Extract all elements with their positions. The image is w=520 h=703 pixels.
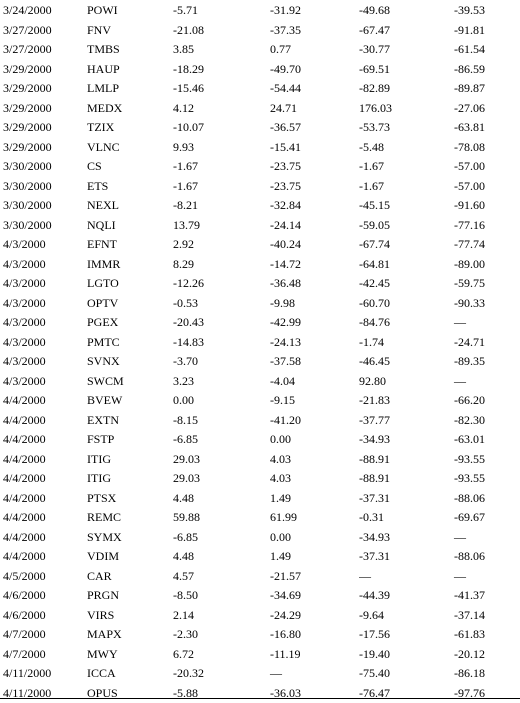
cell-ticker: PRGN <box>87 588 120 602</box>
cell-ticker: HAUP <box>87 61 120 76</box>
cell-value-3: -67.47 <box>359 22 390 37</box>
cell-ticker: OPUS <box>87 685 118 700</box>
cell-ticker: NQLI <box>87 217 116 232</box>
cell-value-3: -69.51 <box>359 61 390 76</box>
cell-value-2: -36.48 <box>270 276 301 290</box>
table-row <box>0 489 520 509</box>
cell-value-4: -39.53 <box>454 3 485 17</box>
cell-value-2: -54.44 <box>270 81 301 95</box>
cell-value-4: -57.00 <box>454 178 485 193</box>
cell-value-2: -11.19 <box>270 646 301 661</box>
cell-value-2: -42.99 <box>270 315 301 329</box>
table-row <box>0 79 520 99</box>
cell-value-2: -16.80 <box>270 627 301 641</box>
cell-value-4: -90.33 <box>454 295 485 310</box>
cell-value-1: -12.26 <box>173 276 204 290</box>
cell-date: 3/29/2000 <box>3 120 52 134</box>
cell-date: 4/4/2000 <box>3 490 46 505</box>
cell-value-2: -24.29 <box>270 607 301 622</box>
cell-ticker: VLNC <box>87 139 120 154</box>
table-row <box>0 352 520 372</box>
cell-date: 3/29/2000 <box>3 139 52 154</box>
cell-date: 4/7/2000 <box>3 627 46 641</box>
cell-value-3: -1.74 <box>359 334 384 349</box>
cell-value-1: 4.48 <box>173 490 194 505</box>
cell-ticker: EFNT <box>87 237 117 251</box>
cell-value-1: 6.72 <box>173 646 194 661</box>
table-row <box>0 391 520 411</box>
cell-value-4: -61.54 <box>454 42 485 56</box>
cell-value-2: 24.71 <box>270 100 297 115</box>
cell-value-2: 61.99 <box>270 510 297 524</box>
cell-value-3: -46.45 <box>359 354 390 368</box>
cell-value-4: -89.00 <box>454 256 485 271</box>
cell-date: 4/4/2000 <box>3 510 46 524</box>
cell-ticker: ETS <box>87 178 109 193</box>
cell-ticker: CS <box>87 159 102 173</box>
cell-value-2: -40.24 <box>270 237 301 251</box>
cell-value-1: -21.08 <box>173 22 204 37</box>
cell-date: 3/30/2000 <box>3 198 52 212</box>
cell-value-3: -76.47 <box>359 685 390 700</box>
table-row <box>0 313 520 333</box>
cell-ticker: MWY <box>87 646 118 661</box>
cell-date: 4/4/2000 <box>3 471 46 485</box>
table-row <box>0 255 520 275</box>
cell-value-3: -82.89 <box>359 81 390 95</box>
cell-ticker: SYMX <box>87 529 122 544</box>
cell-value-3: -19.40 <box>359 646 390 661</box>
table-row <box>0 645 520 665</box>
cell-date: 4/3/2000 <box>3 237 46 251</box>
cell-ticker: REMC <box>87 510 122 524</box>
cell-value-2: -37.35 <box>270 22 301 37</box>
table-row <box>0 1 520 21</box>
cell-value-1: 59.88 <box>173 510 200 524</box>
cell-date: 3/30/2000 <box>3 217 52 232</box>
cell-ticker: TZIX <box>87 120 115 134</box>
cell-value-3: — <box>359 568 371 583</box>
cell-value-4: -63.81 <box>454 120 485 134</box>
cell-value-3: -42.45 <box>359 276 390 290</box>
cell-value-1: -8.50 <box>173 588 198 602</box>
cell-value-4: -69.67 <box>454 510 485 524</box>
cell-date: 4/4/2000 <box>3 451 46 466</box>
cell-value-4: — <box>454 315 466 329</box>
cell-date: 3/27/2000 <box>3 42 52 56</box>
cell-value-1: -5.71 <box>173 3 198 17</box>
cell-date: 4/4/2000 <box>3 529 46 544</box>
cell-value-3: -44.39 <box>359 588 390 602</box>
cell-value-1: -6.85 <box>173 432 198 446</box>
cell-ticker: EXTN <box>87 412 119 427</box>
cell-value-2: 1.49 <box>270 549 291 563</box>
cell-value-2: -23.75 <box>270 178 301 193</box>
cell-value-1: -20.32 <box>173 666 204 680</box>
cell-value-4: -91.81 <box>454 22 485 37</box>
cell-value-4: -93.55 <box>454 471 485 485</box>
table-row <box>0 235 520 255</box>
cell-value-3: -37.77 <box>359 412 390 427</box>
cell-date: 4/3/2000 <box>3 334 46 349</box>
cell-ticker: ITIG <box>87 451 111 466</box>
cell-value-3: -53.73 <box>359 120 390 134</box>
cell-ticker: TMBS <box>87 42 120 56</box>
table-row <box>0 625 520 645</box>
cell-value-1: 0.00 <box>173 393 194 407</box>
cell-date: 3/24/2000 <box>3 3 52 17</box>
cell-date: 4/11/2000 <box>3 666 52 680</box>
cell-ticker: VDIM <box>87 549 119 563</box>
cell-value-3: -75.40 <box>359 666 390 680</box>
table-row <box>0 157 520 177</box>
cell-value-1: -0.53 <box>173 295 198 310</box>
cell-value-2: -37.58 <box>270 354 301 368</box>
table-row <box>0 216 520 236</box>
cell-value-2: 0.00 <box>270 432 291 446</box>
cell-value-1: 2.14 <box>173 607 194 622</box>
cell-value-3: -1.67 <box>359 159 384 173</box>
cell-ticker: PTSX <box>87 490 117 505</box>
cell-value-1: 3.85 <box>173 42 194 56</box>
cell-date: 4/3/2000 <box>3 373 46 388</box>
cell-value-1: -14.83 <box>173 334 204 349</box>
table-row <box>0 450 520 470</box>
table-row <box>0 469 520 489</box>
cell-date: 3/27/2000 <box>3 22 52 37</box>
cell-value-1: 13.79 <box>173 217 200 232</box>
cell-value-3: -9.64 <box>359 607 384 622</box>
cell-value-2: -15.41 <box>270 139 301 154</box>
cell-value-2: 4.03 <box>270 451 291 466</box>
cell-ticker: ITIG <box>87 471 111 485</box>
cell-date: 3/29/2000 <box>3 81 52 95</box>
table-row <box>0 430 520 450</box>
cell-value-4: -88.06 <box>454 490 485 505</box>
cell-value-1: -20.43 <box>173 315 204 329</box>
cell-date: 4/4/2000 <box>3 432 46 446</box>
cell-value-3: -0.31 <box>359 510 384 524</box>
cell-value-1: -1.67 <box>173 159 198 173</box>
cell-ticker: PMTC <box>87 334 120 349</box>
cell-value-2: -49.70 <box>270 61 301 76</box>
cell-date: 4/3/2000 <box>3 295 46 310</box>
table-row <box>0 21 520 41</box>
table-row <box>0 138 520 158</box>
cell-value-3: -59.05 <box>359 217 390 232</box>
cell-value-1: -8.21 <box>173 198 198 212</box>
cell-value-2: -36.03 <box>270 685 301 700</box>
cell-value-4: -88.06 <box>454 549 485 563</box>
cell-value-3: -37.31 <box>359 490 390 505</box>
cell-value-1: 4.48 <box>173 549 194 563</box>
cell-date: 4/3/2000 <box>3 315 46 329</box>
table-row <box>0 684 520 703</box>
table-row <box>0 274 520 294</box>
cell-value-4: -97.76 <box>454 685 485 700</box>
cell-value-1: 4.12 <box>173 100 194 115</box>
cell-value-2: -41.20 <box>270 412 301 427</box>
cell-ticker: PGEX <box>87 315 119 329</box>
cell-value-4: — <box>454 568 466 583</box>
cell-date: 4/3/2000 <box>3 276 46 290</box>
cell-value-2: -23.75 <box>270 159 301 173</box>
cell-ticker: MEDX <box>87 100 123 115</box>
cell-value-4: -77.74 <box>454 237 485 251</box>
cell-value-2: -31.92 <box>270 3 301 17</box>
cell-value-4: -86.18 <box>454 666 485 680</box>
cell-value-4: -89.87 <box>454 81 485 95</box>
cell-date: 4/3/2000 <box>3 354 46 368</box>
cell-ticker: POWI <box>87 3 118 17</box>
cell-value-4: -91.60 <box>454 198 485 212</box>
cell-date: 4/11/2000 <box>3 685 52 700</box>
cell-value-1: -15.46 <box>173 81 204 95</box>
cell-date: 4/4/2000 <box>3 412 46 427</box>
cell-ticker: IMMR <box>87 256 121 271</box>
cell-value-3: -49.68 <box>359 3 390 17</box>
cell-value-4: -20.12 <box>454 646 485 661</box>
cell-value-3: 176.03 <box>359 100 392 115</box>
cell-value-4: -66.20 <box>454 393 485 407</box>
table-row <box>0 333 520 353</box>
cell-value-2: -4.04 <box>270 373 295 388</box>
cell-value-2: 0.77 <box>270 42 291 56</box>
table-row <box>0 528 520 548</box>
cell-value-2: -24.13 <box>270 334 301 349</box>
cell-value-1: -3.70 <box>173 354 198 368</box>
cell-value-1: 4.57 <box>173 568 194 583</box>
cell-date: 4/4/2000 <box>3 393 46 407</box>
cell-value-4: -89.35 <box>454 354 485 368</box>
cell-value-1: 9.93 <box>173 139 194 154</box>
cell-value-1: 8.29 <box>173 256 194 271</box>
table-row <box>0 40 520 60</box>
cell-value-3: -64.81 <box>359 256 390 271</box>
cell-ticker: ICCA <box>87 666 116 680</box>
table-body <box>0 1 520 703</box>
cell-value-2: -24.14 <box>270 217 301 232</box>
cell-ticker: LMLP <box>87 81 120 95</box>
cell-value-1: -5.88 <box>173 685 198 700</box>
cell-value-1: -18.29 <box>173 61 204 76</box>
cell-value-3: -60.70 <box>359 295 390 310</box>
cell-value-1: 2.92 <box>173 237 194 251</box>
cell-value-3: -34.93 <box>359 529 390 544</box>
cell-value-4: -61.83 <box>454 627 485 641</box>
cell-value-4: -41.37 <box>454 588 485 602</box>
cell-date: 3/30/2000 <box>3 159 52 173</box>
cell-date: 4/6/2000 <box>3 588 46 602</box>
cell-value-3: -88.91 <box>359 451 390 466</box>
cell-value-1: 29.03 <box>173 451 200 466</box>
cell-ticker: FNV <box>87 22 112 37</box>
cell-value-1: -2.30 <box>173 627 198 641</box>
cell-value-3: -34.93 <box>359 432 390 446</box>
cell-value-3: -5.48 <box>359 139 384 154</box>
cell-value-2: 4.03 <box>270 471 291 485</box>
cell-value-2: 0.00 <box>270 529 291 544</box>
cell-value-2: -14.72 <box>270 256 301 271</box>
table-row <box>0 60 520 80</box>
cell-value-2: -9.98 <box>270 295 295 310</box>
cell-value-4: -82.30 <box>454 412 485 427</box>
table-row <box>0 294 520 314</box>
table-row <box>0 567 520 587</box>
cell-value-4: -78.08 <box>454 139 485 154</box>
cell-date: 3/29/2000 <box>3 100 52 115</box>
cell-date: 4/3/2000 <box>3 256 46 271</box>
cell-value-2: 1.49 <box>270 490 291 505</box>
table-row <box>0 664 520 684</box>
cell-ticker: MAPX <box>87 627 122 641</box>
cell-value-4: -63.01 <box>454 432 485 446</box>
table-row <box>0 606 520 626</box>
cell-value-3: -67.74 <box>359 237 390 251</box>
cell-value-1: 29.03 <box>173 471 200 485</box>
table-row <box>0 586 520 606</box>
cell-date: 4/4/2000 <box>3 549 46 563</box>
cell-ticker: NEXL <box>87 198 119 212</box>
cell-value-3: -21.83 <box>359 393 390 407</box>
cell-value-2: — <box>270 666 282 680</box>
cell-value-3: -17.56 <box>359 627 390 641</box>
cell-value-3: -1.67 <box>359 178 384 193</box>
cell-ticker: BVEW <box>87 393 123 407</box>
cell-date: 3/29/2000 <box>3 61 52 76</box>
cell-value-2: -34.69 <box>270 588 301 602</box>
cell-value-3: -30.77 <box>359 42 390 56</box>
returns-table <box>0 1 520 703</box>
cell-value-3: -88.91 <box>359 471 390 485</box>
table-bottom-rule <box>0 698 520 699</box>
cell-value-4: -86.59 <box>454 61 485 76</box>
cell-date: 4/6/2000 <box>3 607 46 622</box>
cell-ticker: OPTV <box>87 295 119 310</box>
cell-value-1: -1.67 <box>173 178 198 193</box>
cell-value-4: -77.16 <box>454 217 485 232</box>
cell-value-2: -21.57 <box>270 568 301 583</box>
cell-value-4: — <box>454 373 466 388</box>
cell-ticker: LGTO <box>87 276 119 290</box>
cell-ticker: FSTP <box>87 432 115 446</box>
table-row <box>0 99 520 119</box>
table-row <box>0 177 520 197</box>
cell-value-3: -37.31 <box>359 549 390 563</box>
cell-value-3: -84.76 <box>359 315 390 329</box>
cell-value-4: -93.55 <box>454 451 485 466</box>
cell-value-2: -32.84 <box>270 198 301 212</box>
cell-value-4: — <box>454 529 466 544</box>
cell-value-2: -9.15 <box>270 393 295 407</box>
table-row <box>0 196 520 216</box>
cell-value-1: -10.07 <box>173 120 204 134</box>
cell-ticker: CAR <box>87 568 112 583</box>
cell-ticker: SVNX <box>87 354 120 368</box>
cell-value-1: -8.15 <box>173 412 198 427</box>
cell-value-4: -24.71 <box>454 334 485 349</box>
cell-value-4: -37.14 <box>454 607 485 622</box>
cell-value-4: -27.06 <box>454 100 485 115</box>
cell-value-3: -45.15 <box>359 198 390 212</box>
cell-ticker: SWCM <box>87 373 124 388</box>
table-row <box>0 547 520 567</box>
cell-date: 4/7/2000 <box>3 646 46 661</box>
cell-value-2: -36.57 <box>270 120 301 134</box>
cell-value-1: 3.23 <box>173 373 194 388</box>
cell-date: 3/30/2000 <box>3 178 52 193</box>
cell-value-4: -59.75 <box>454 276 485 290</box>
cell-value-3: 92.80 <box>359 373 386 388</box>
table-row <box>0 372 520 392</box>
cell-value-1: -6.85 <box>173 529 198 544</box>
table-row <box>0 508 520 528</box>
table-row <box>0 411 520 431</box>
cell-value-4: -57.00 <box>454 159 485 173</box>
cell-ticker: VIRS <box>87 607 115 622</box>
cell-date: 4/5/2000 <box>3 568 46 583</box>
table-row <box>0 118 520 138</box>
